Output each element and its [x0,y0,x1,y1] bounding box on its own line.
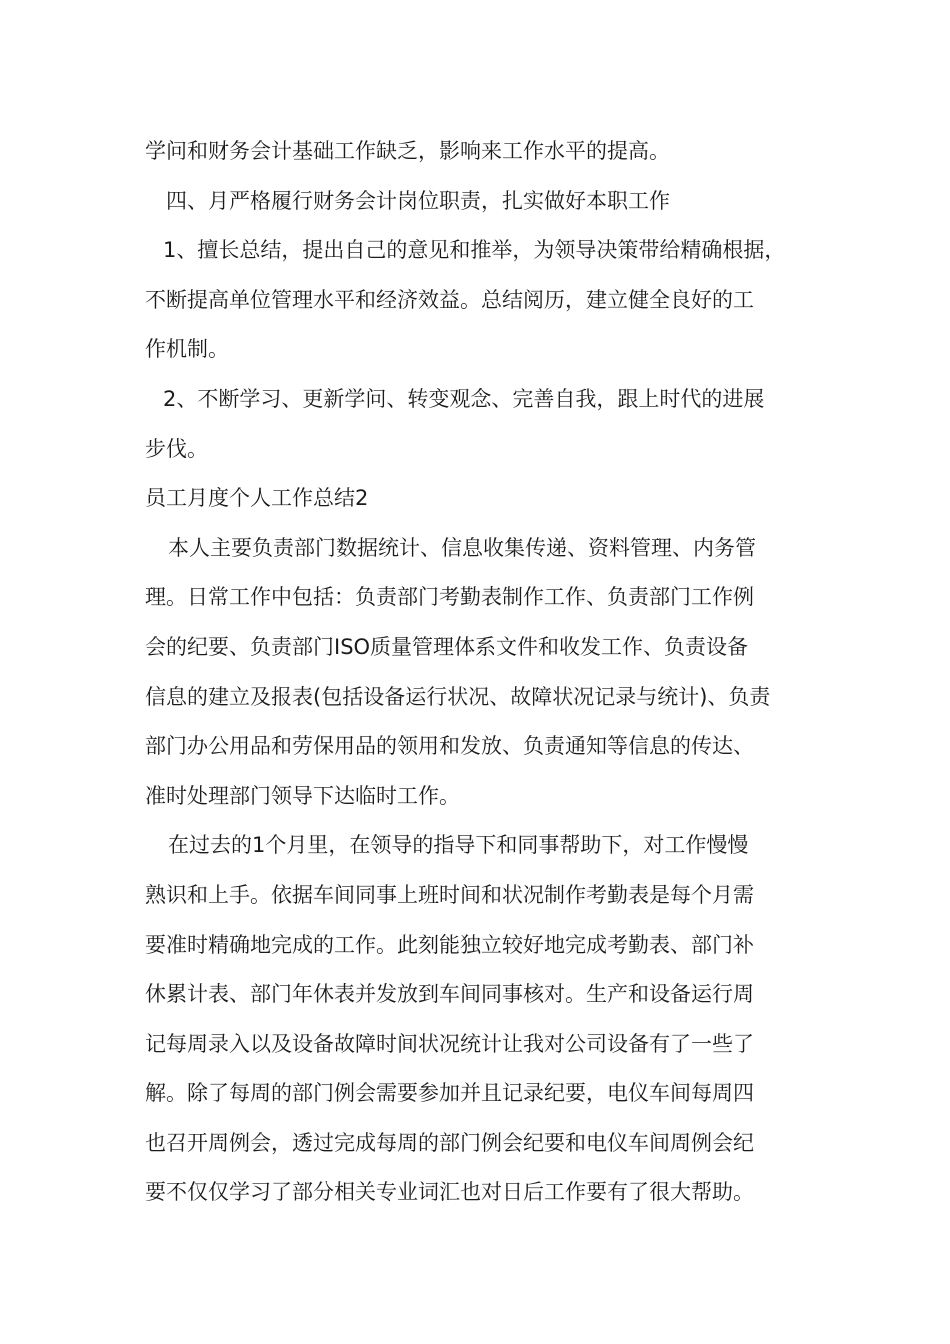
text-line: 休累计表、部门年休表并发放到车间同事核对。生产和设备运行周 [145,982,754,1007]
text-line: 本人主要负责部门数据统计、信息收集传递、资料管理、内务管 [168,535,756,560]
text-line: 熟识和上手。依据车间同事上班时间和状况制作考勤表是每个月需 [145,882,754,907]
section-heading: 四、月严格履行财务会计岗位职责，扎实做好本职工作 [166,188,670,213]
text-line: 会的纪要、负责部门ISO质量管理体系文件和收发工作、负责设备 [145,634,749,659]
text-line: 记每周录入以及设备故障时间状况统计让我对公司设备有了一些了 [145,1031,754,1056]
text-line: 作机制。 [145,337,229,362]
text-line: 要不仅仅学习了部分相关专业词汇也对日后工作要有了很大帮助。 [145,1180,754,1205]
text-line: 要准时精确地完成的工作。此刻能独立较好地完成考勤表、部门补 [145,932,754,957]
text-line: 在过去的1个月里，在领导的指导下和同事帮助下，对工作慢慢 [168,833,749,858]
text-line: 准时处理部门领导下达临时工作。 [145,783,460,808]
text-line: 部门办公用品和劳保用品的领用和发放、负责通知等信息的传达、 [145,734,754,759]
text-line: 解。除了每周的部门例会需要参加并且记录纪要，电仪车间每周四 [145,1081,754,1106]
text-line: 信息的建立及报表(包括设备运行状况、故障状况记录与统计)、负责 [145,684,771,709]
document-subtitle: 员工月度个人工作总结2 [145,486,369,511]
text-line: 也召开周例会，透过完成每周的部门例会纪要和电仪车间周例会纪 [145,1130,754,1155]
text-line: 步伐。 [145,436,208,461]
text-line: 理。日常工作中包括：负责部门考勤表制作工作、负责部门工作例 [145,585,754,610]
text-line: 2、不断学习、更新学问、转变观念、完善自我，跟上时代的进展 [163,386,765,411]
text-line: 学问和财务会计基础工作缺乏，影响来工作水平的提高。 [145,139,670,163]
document-body [145,127,835,1218]
text-line: 1、擅长总结，提出自己的意见和推举，为领导决策带给精确根据， [163,238,786,263]
text-line: 不断提高单位管理水平和经济效益。总结阅历，建立健全良好的工 [145,287,754,312]
